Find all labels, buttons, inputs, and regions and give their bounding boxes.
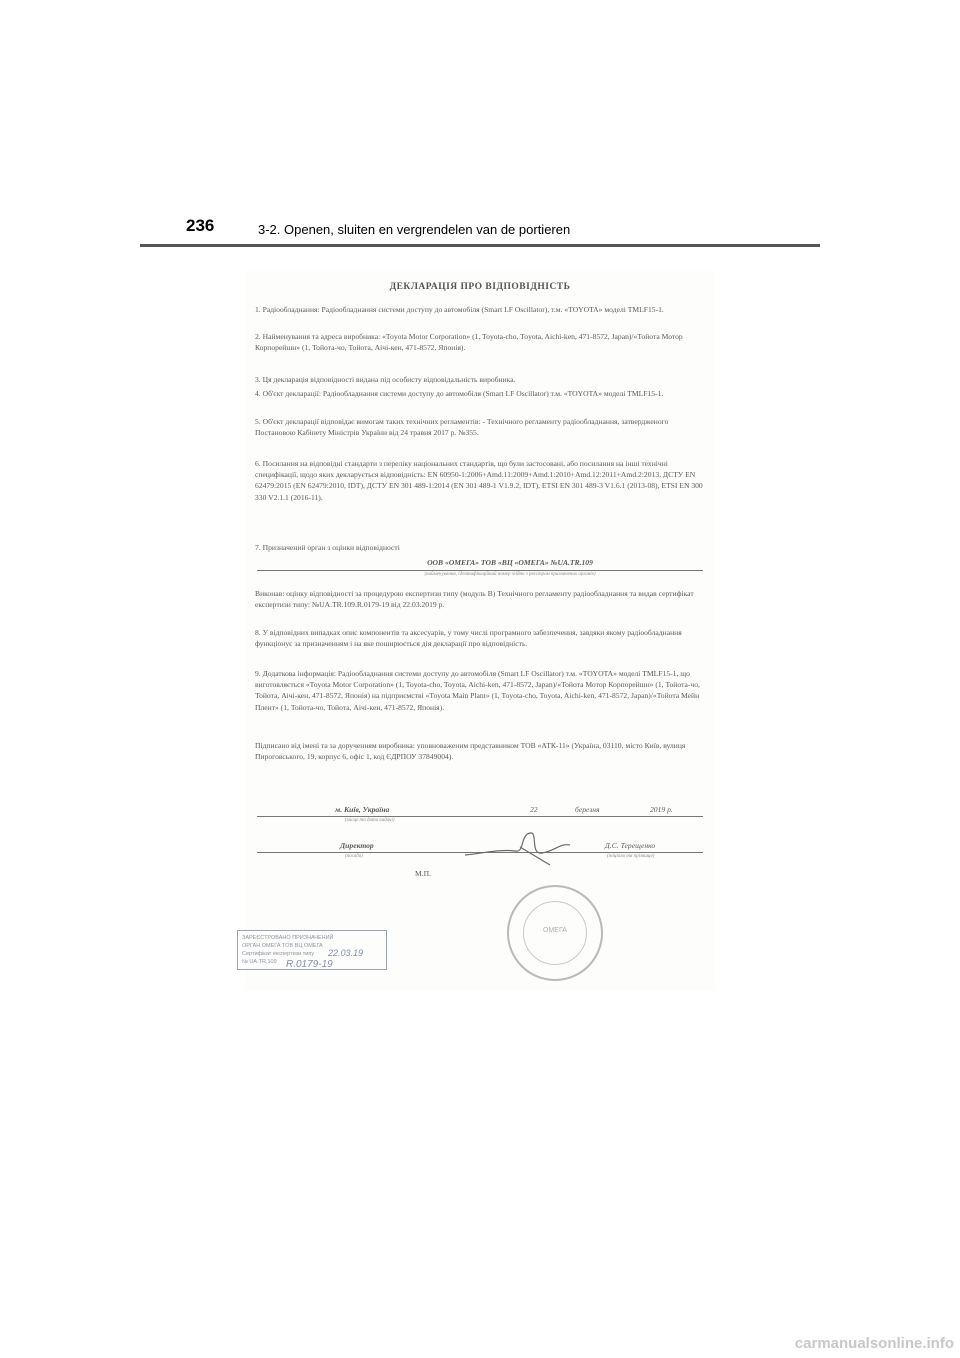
notified-body-caption: (найменування, ідентифікаційний номер згідно з реєстром призначених органів) [424, 572, 596, 577]
stamp-line: Сертифікат експертизи типу [242, 951, 315, 957]
place-date-line [257, 816, 703, 817]
seal-text: ОМЕГА [543, 927, 567, 934]
mp-label: М.П. [415, 869, 432, 878]
assessment-text: Виконав: оцінку відповідності за процедурою експертизи типу (модуль В) Технічного регламенту радіообладнання та видав сертифікат експертизи типу: №UA.TR.109.R.0179-19 від 22.03.2019 р. [255, 589, 694, 610]
signer-caption: (ініціали та прізвище) [607, 854, 655, 859]
scanned-declaration [242, 270, 715, 990]
declaration-item-7: 7. Призначений орган з оцінки відповідності [255, 543, 400, 552]
registration-stamp [237, 930, 387, 970]
notified-body-line [257, 570, 703, 571]
declaration-title: ДЕКЛАРАЦІЯ ПРО ВІДПОВІДНІСТЬ [389, 282, 571, 292]
section-title: 3-2. Openen, sluiten en vergrendelen van de portieren [258, 222, 571, 237]
stamp-number: R.0179-19 [286, 959, 333, 970]
declaration-item-1: 1. Радіообладнання: Радіообладнання системи доступу до автомобіля (Smart LF Oscillator), т.м. «TOYOTA» моделі TMLF15-1. [255, 305, 664, 314]
page-number: 236 [186, 216, 215, 235]
stamp-line: ОРГАН ОМЕГА ТОВ ВЦ ОМЕГА [242, 943, 323, 949]
page-header [0, 0, 960, 250]
declaration-item-4: 4. Об'єкт декларації: Радіообладнання системи доступу до автомобіля (Smart LF Oscillator) т.м. «TOYOTA» моделі TMLF15-1. [255, 389, 664, 398]
stamp-date: 22.03.19 [328, 948, 364, 958]
declaration-item-5: 5. Об'єкт декларації відповідає вимогам таких технічних регламентів: - Технічного регламенту радіообладнання, затвердженого Постановою Кабінету Міністрів України від 24 травня 2017 р. №355. [255, 417, 669, 438]
declaration-item-9: 9. Додаткова інформація: Радіообладнання системи доступу до автомобіля (Smart LF Oscillator) т.м. «TOYOTA» моделі TMLF15-1, що виготовляється «Toyota Motor Corporation» (1, Toyota-cho, Toyota, Aichi-ken, 471-8572, Japan)/«Тойота Мотор Корпорейшн» (1, Тойота-чо, Тойота, Аічі-кен, 471-8572, Японія) на підприємстві «Toyota Main Plant» (1, Toyota-cho, Toyota, Aichi-ken, 471-8572, Japan)/«Тойота Мейн Плент» (1, Тойота-чо, Тойота, Аічі-кен, 471-8572, Японія). [255, 669, 700, 712]
signer-name: Д.С. Терещенко [605, 841, 656, 850]
declaration-item-3: 3. Ця декларація відповідності видана під особисту відповідальність виробника. [255, 375, 516, 384]
site-watermark: carmanualsonline.info [794, 1335, 954, 1352]
position-caption: (посада) [345, 854, 363, 859]
declaration-item-8: 8. У відповідних випадках опис компонентів та аксесуарів, у тому числі програмного забезпечення, завдяки якому радіообладнання функціонує за призначенням і на яке поширюється дія декларації про відповідність. [255, 628, 682, 649]
stamp-line: № UA.TR.109 [242, 959, 277, 965]
declaration-item-6: 6. Посилання на відповідні стандарти з переліку національних стандартів, що були застосовані, або посилання на інші технічні специфікації, щодо яких декларується відповідність: EN 60950-1:2006+Amd.11:2009+Amd.1:2010+Amd.12:2011+Amd.2:2013, ДСТУ EN 62479:2015 (EN 62479:2010, IDT), ДСТУ EN 301 489-1:2014 (EN 301 489-1 V1.9.2, IDT), ETSI EN 301 489-3 V1.6.1 (2013-08), ETSI EN 300 330 V2.1.1 (2016-11). [255, 459, 703, 502]
company-seal [507, 885, 603, 981]
header-divider [140, 244, 820, 247]
date-day: 22 [530, 805, 538, 814]
signed-for-text: Підписано від імені та за дорученням виробника: уповноваженим представником ТОВ «АТК-11» (Україна, 03110, місто Київ, вулиця Пироговського, 19, корпус 6, офіс 1, код ЄДРПОУ 37849004). [255, 741, 686, 762]
place-of-issue: м. Київ, Україна [335, 805, 390, 814]
place-caption: (місце та дата видачі) [345, 818, 395, 823]
stamp-line: ЗАРЕЄСТРОВАНО ПРИЗНАЧЕНИЙ [242, 935, 334, 941]
declaration-item-2: 2. Найменування та адреса виробника: «Toyota Motor Corporation» (1, Toyota-cho, Toyota, Aichi-ken, 471-8572, Japan)/«Тойота Мотор Корпорейшн» (1, Тойота-чо, Тойота, Аічі-кен, 471-8572, Японія). [255, 332, 683, 353]
date-year: 2019 р. [650, 805, 673, 814]
signer-position: Директор [340, 841, 374, 850]
date-month: березня [575, 805, 600, 814]
notified-body: ООВ «ОМЕГА» ТОВ «ВЦ «ОМЕГА» №UA.TR.109 [427, 558, 593, 567]
handwritten-signature [460, 825, 590, 870]
